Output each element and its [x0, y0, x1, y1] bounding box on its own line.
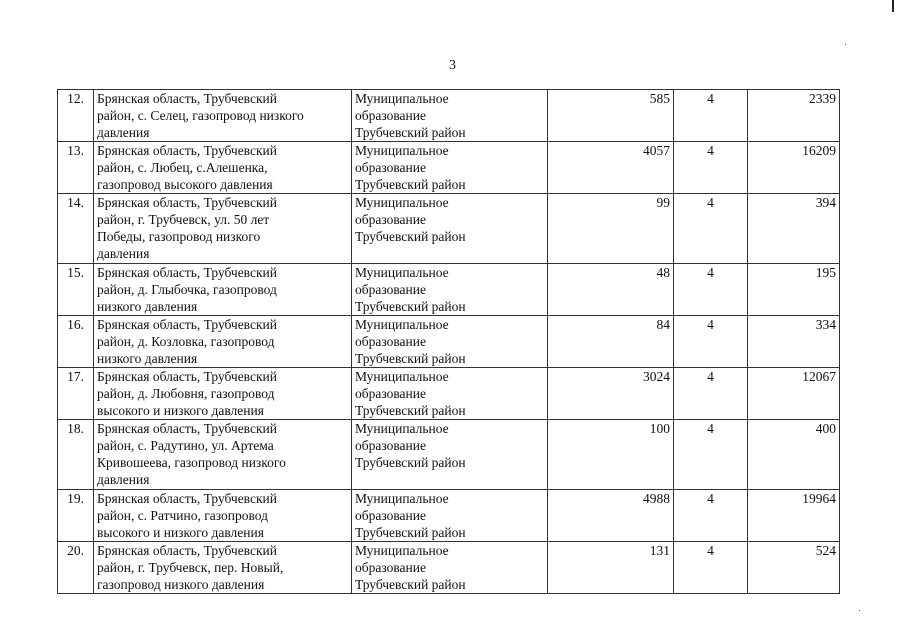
row-value-a: 585	[548, 90, 674, 142]
row-value-a: 48	[548, 264, 674, 316]
row-value-a: 4057	[548, 142, 674, 194]
row-number: 20.	[58, 542, 94, 594]
row-address: Брянская область, Трубчевский район, г. Трубчевск, пер. Новый, газопровод низкого давления	[94, 542, 352, 594]
page-number: 3	[449, 58, 456, 73]
row-number: 19.	[58, 490, 94, 542]
row-address: Брянская область, Трубчевский район, г. Трубчевск, ул. 50 лет Победы, газопровод низкого давления	[94, 194, 352, 264]
row-value-b: 4	[674, 316, 748, 368]
table-row	[58, 542, 840, 594]
row-value-a: 84	[548, 316, 674, 368]
row-number: 12.	[58, 90, 94, 142]
row-address: Брянская область, Трубчевский район, с. Селец, газопровод низкого давления	[94, 90, 352, 142]
row-value-b: 4	[674, 368, 748, 420]
row-value-b: 4	[674, 264, 748, 316]
row-owner: Муниципальное образование Трубчевский район	[352, 142, 548, 194]
row-value-b: 4	[674, 90, 748, 142]
table-row	[58, 142, 840, 194]
row-value-a: 100	[548, 420, 674, 490]
row-owner: Муниципальное образование Трубчевский район	[352, 490, 548, 542]
row-value-c: 16209	[748, 142, 840, 194]
row-number: 15.	[58, 264, 94, 316]
scan-speck	[859, 610, 860, 611]
row-address: Брянская область, Трубчевский район, д. Любовня, газопровод высокого и низкого давления	[94, 368, 352, 420]
table-row	[58, 90, 840, 142]
row-value-a: 131	[548, 542, 674, 594]
table-row	[58, 316, 840, 368]
row-value-a: 99	[548, 194, 674, 264]
row-owner: Муниципальное образование Трубчевский район	[352, 264, 548, 316]
row-address: Брянская область, Трубчевский район, с. Любец, с.Алешенка, газопровод высокого давления	[94, 142, 352, 194]
row-value-b: 4	[674, 420, 748, 490]
table-row	[58, 194, 840, 264]
row-owner: Муниципальное образование Трубчевский район	[352, 194, 548, 264]
row-number: 13.	[58, 142, 94, 194]
gas-pipeline-table	[57, 89, 840, 594]
table-row	[58, 264, 840, 316]
row-address: Брянская область, Трубчевский район, д. Козловка, газопровод низкого давления	[94, 316, 352, 368]
row-address: Брянская область, Трубчевский район, д. Глыбочка, газопровод низкого давления	[94, 264, 352, 316]
row-value-b: 4	[674, 542, 748, 594]
row-value-c: 195	[748, 264, 840, 316]
row-address: Брянская область, Трубчевский район, с. Ратчино, газопровод высокого и низкого давления	[94, 490, 352, 542]
row-number: 14.	[58, 194, 94, 264]
row-owner: Муниципальное образование Трубчевский район	[352, 368, 548, 420]
row-value-c: 2339	[748, 90, 840, 142]
row-owner: Муниципальное образование Трубчевский район	[352, 90, 548, 142]
table-row	[58, 420, 840, 490]
row-value-b: 4	[674, 142, 748, 194]
row-value-c: 400	[748, 420, 840, 490]
scan-edge-mark	[892, 0, 894, 12]
row-value-b: 4	[674, 194, 748, 264]
row-number: 18.	[58, 420, 94, 490]
row-value-c: 334	[748, 316, 840, 368]
row-number: 16.	[58, 316, 94, 368]
row-value-a: 4988	[548, 490, 674, 542]
row-value-c: 394	[748, 194, 840, 264]
table-row	[58, 490, 840, 542]
row-owner: Муниципальное образование Трубчевский район	[352, 316, 548, 368]
row-number: 17.	[58, 368, 94, 420]
row-value-c: 12067	[748, 368, 840, 420]
row-owner: Муниципальное образование Трубчевский район	[352, 542, 548, 594]
row-value-a: 3024	[548, 368, 674, 420]
table-body	[58, 90, 840, 594]
row-value-c: 19964	[748, 490, 840, 542]
scan-speck	[845, 44, 846, 45]
row-value-b: 4	[674, 490, 748, 542]
table-row	[58, 368, 840, 420]
row-value-c: 524	[748, 542, 840, 594]
row-address: Брянская область, Трубчевский район, с. Радутино, ул. Артема Кривошеева, газопровод низкого давления	[94, 420, 352, 490]
row-owner: Муниципальное образование Трубчевский район	[352, 420, 548, 490]
